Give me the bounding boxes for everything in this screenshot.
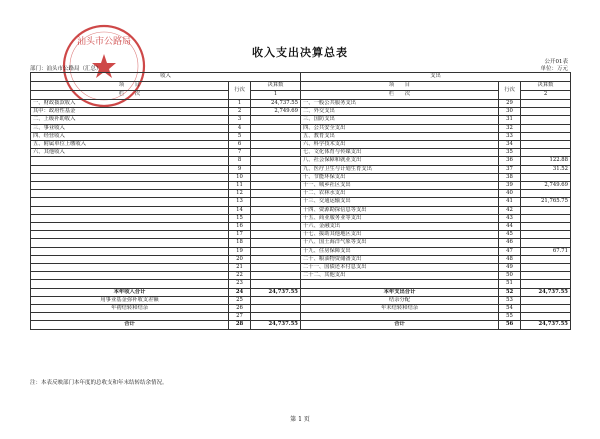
table-row [31,124,571,132]
expense-amount [521,141,571,149]
income-amount [251,182,301,190]
expense-amount: 67.71 [521,247,571,255]
income-item-label: 二、上级补助收入 [31,116,229,124]
income-line-number: 23 [229,280,251,288]
expense-item-label: 十二、农林水支出 [301,190,499,198]
income-line-number: 3 [229,116,251,124]
expense-line-number: 37 [499,165,521,173]
expense-item-label: 十七、援助其他地区支出 [301,231,499,239]
expense-amount [521,313,571,321]
expense-amount: 21,765.75 [521,198,571,206]
expense-amount: 2,749.69 [521,182,571,190]
income-line-number: 16 [229,223,251,231]
expense-amount: 24,737.55 [521,288,571,296]
income-line-number: 4 [229,124,251,132]
expense-line-number: 50 [499,272,521,280]
expense-item-label: 十九、住房保障支出 [301,247,499,255]
income-item-label: 其中：政府性基金 [31,108,229,116]
expense-item-label: 七、文化体育与传媒支出 [301,149,499,157]
expense-line-number: 40 [499,190,521,198]
income-amount [251,173,301,181]
expense-line-number: 32 [499,124,521,132]
expense-col-number: 2 [521,91,571,100]
expense-line-number: 48 [499,255,521,263]
expense-item-label: 九、医疗卫生与计划生育支出 [301,165,499,173]
expense-amount [521,149,571,157]
expense-item-label: 三、国防支出 [301,116,499,124]
income-amount [251,305,301,313]
expense-amount-header: 决算数 [521,82,571,91]
expense-amount [521,305,571,313]
expense-line-number: 39 [499,182,521,190]
income-item-label [31,247,229,255]
income-amount: 24,737.55 [251,100,301,108]
expense-line-number: 45 [499,231,521,239]
income-amount [251,313,301,321]
table-row [31,313,571,321]
form-code: 公开01表 [544,59,568,65]
income-expense-table [30,72,571,330]
expense-item-label: 四、公共安全支出 [301,124,499,132]
report-title: 收入支出决算总表 [252,46,348,59]
expense-line-number: 31 [499,116,521,124]
expense-line-number: 30 [499,108,521,116]
expense-item-label: 八、社会保障和就业支出 [301,157,499,165]
expense-amount [521,124,571,132]
income-item-label [31,223,229,231]
table-row [31,305,571,313]
income-line-number: 7 [229,149,251,157]
table-row [31,206,571,214]
expense-item-label: 二十一、国债还本付息支出 [301,264,499,272]
income-item-label [31,198,229,206]
expense-line-number: 47 [499,247,521,255]
income-line-header: 行次 [229,82,251,100]
expense-item-label: 六、科学技术支出 [301,141,499,149]
expense-item-label: 十六、金融支出 [301,223,499,231]
expense-item-label: 十八、国土海洋气象等支出 [301,239,499,247]
expense-line-number: 49 [499,264,521,272]
income-amount [251,296,301,304]
table-row [31,321,571,329]
table-row [31,149,571,157]
expense-amount [521,132,571,140]
table-row [31,108,571,116]
expense-line-header: 行次 [499,82,521,100]
income-item-label [31,255,229,263]
income-amount [251,157,301,165]
expense-line-number: 29 [499,100,521,108]
expense-line-number: 43 [499,214,521,222]
income-line-number: 17 [229,231,251,239]
expense-col-label: 栏 次 [301,91,499,100]
table-row [31,272,571,280]
income-line-number: 27 [229,313,251,321]
department-label: 部门：汕头市公路局（汇总） [30,66,102,72]
expense-item-label: 十五、商业服务业等支出 [301,214,499,222]
column-header-row [31,82,571,91]
income-item-label: 年初结转和结余 [31,305,229,313]
income-amount [251,239,301,247]
expense-amount [521,296,571,304]
expense-item-label: 一、一般公共服务支出 [301,100,499,108]
income-amount [251,247,301,255]
income-amount [251,124,301,132]
expense-item-label: 结余分配 [301,296,499,304]
income-item-label: 用事业基金弥补收支差额 [31,296,229,304]
expense-line-number: 44 [499,223,521,231]
income-section-header: 收入 [31,73,301,82]
expense-line-number: 56 [499,321,521,329]
expense-item-label: 合计 [301,321,499,329]
expense-item-label: 十四、资源勘探信息等支出 [301,206,499,214]
expense-item-label: 十三、交通运输支出 [301,198,499,206]
income-amount: 2,749.69 [251,108,301,116]
income-item-label [31,173,229,181]
income-line-number: 28 [229,321,251,329]
expense-amount: 24,737.55 [521,321,571,329]
expense-amount: 122.88 [521,157,571,165]
income-line-number: 11 [229,182,251,190]
income-item-label [31,182,229,190]
income-item-label [31,165,229,173]
table-row [31,190,571,198]
income-amount [251,190,301,198]
expense-line-number: 36 [499,157,521,165]
table-row [31,296,571,304]
income-item-label [31,214,229,222]
income-line-number: 8 [229,157,251,165]
expense-line-number: 46 [499,239,521,247]
income-item-label [31,272,229,280]
expense-amount: 31.52 [521,165,571,173]
income-item-label [31,313,229,321]
table-row [31,255,571,263]
income-line-number: 20 [229,255,251,263]
income-amount: 24,737.55 [251,288,301,296]
expense-amount [521,280,571,288]
income-amount [251,280,301,288]
income-line-number: 15 [229,214,251,222]
expense-amount [521,264,571,272]
table-note: 注：本表反映部门本年度的总收支和年末结转结余情况。 [30,380,168,386]
table-row [31,280,571,288]
table-row [31,141,571,149]
income-line-number: 12 [229,190,251,198]
expense-line-number: 42 [499,206,521,214]
income-amount [251,116,301,124]
income-item-label: 本年收入合计 [31,288,229,296]
income-item-label [31,239,229,247]
expense-item-label: 二十二、其他支出 [301,272,499,280]
column-index-row [31,91,571,100]
table-row [31,239,571,247]
expense-item-label [301,313,499,321]
table-row [31,182,571,190]
unit-label: 单位：万元 [540,66,568,72]
income-col-number: 1 [251,91,301,100]
expense-line-number: 52 [499,288,521,296]
income-item-label [31,264,229,272]
table-row [31,100,571,108]
income-line-number: 19 [229,247,251,255]
income-amount [251,149,301,157]
income-line-number: 18 [229,239,251,247]
page-number: 第 1 页 [290,416,310,423]
expense-line-number: 51 [499,280,521,288]
income-amount [251,231,301,239]
income-line-number: 22 [229,272,251,280]
income-item-label: 三、事业收入 [31,124,229,132]
income-line-number: 25 [229,296,251,304]
expense-line-number: 38 [499,173,521,181]
income-line-number: 1 [229,100,251,108]
income-item-label [31,157,229,165]
income-line-number: 5 [229,132,251,140]
expense-amount [521,173,571,181]
expense-amount [521,272,571,280]
section-header-row [31,73,571,82]
income-item-label [31,190,229,198]
expense-item-label [301,280,499,288]
income-amount [251,214,301,222]
income-item-label: 四、经营收入 [31,132,229,140]
table-row [31,288,571,296]
income-item-label: 一、财政拨款收入 [31,100,229,108]
table-row [31,132,571,140]
income-amount [251,255,301,263]
expense-line-number: 35 [499,149,521,157]
income-line-number: 13 [229,198,251,206]
income-amount [251,264,301,272]
expense-line-number: 54 [499,305,521,313]
income-line-number: 14 [229,206,251,214]
expense-item-label: 本年支出合计 [301,288,499,296]
income-line-number: 6 [229,141,251,149]
income-item-header: 项 目 [31,82,229,91]
expense-item-label: 二、外交支出 [301,108,499,116]
expense-item-header: 项 目 [301,82,499,91]
income-item-label [31,206,229,214]
income-line-number: 10 [229,173,251,181]
svg-text:汕头市公路局: 汕头市公路局 [76,37,132,47]
expense-line-number: 34 [499,141,521,149]
table-row [31,247,571,255]
income-line-number: 21 [229,264,251,272]
expense-line-number: 55 [499,313,521,321]
income-item-label: 六、其他收入 [31,149,229,157]
expense-amount [521,255,571,263]
expense-amount [521,190,571,198]
table-row [31,264,571,272]
expense-amount [521,206,571,214]
income-amount [251,165,301,173]
expense-line-number: 41 [499,198,521,206]
income-item-label [31,231,229,239]
table-row [31,223,571,231]
table-row [31,231,571,239]
income-line-number: 2 [229,108,251,116]
expense-line-number: 53 [499,296,521,304]
income-amount [251,132,301,140]
expense-section-header: 支出 [301,73,571,82]
expense-line-number: 33 [499,132,521,140]
income-amount [251,206,301,214]
expense-item-label: 十、节能环保支出 [301,173,499,181]
income-amount [251,223,301,231]
expense-item-label: 五、教育支出 [301,132,499,140]
income-amount [251,272,301,280]
table-row [31,116,571,124]
expense-amount [521,231,571,239]
income-item-label [31,280,229,288]
income-amount [251,141,301,149]
table-row [31,157,571,165]
expense-amount [521,116,571,124]
expense-item-label: 年末结转和结余 [301,305,499,313]
expense-amount [521,108,571,116]
table-row [31,214,571,222]
income-line-number: 9 [229,165,251,173]
table-row [31,198,571,206]
income-item-label: 五、附属单位上缴收入 [31,141,229,149]
income-line-number: 24 [229,288,251,296]
expense-amount [521,239,571,247]
expense-item-label: 十一、城乡社区支出 [301,182,499,190]
income-item-label: 合计 [31,321,229,329]
expense-amount [521,100,571,108]
expense-amount [521,214,571,222]
table-row [31,173,571,181]
income-line-number: 26 [229,305,251,313]
income-amount-header: 决算数 [251,82,301,91]
expense-item-label: 二十、粮油物资储备支出 [301,255,499,263]
income-amount [251,198,301,206]
expense-amount [521,223,571,231]
income-amount: 24,737.55 [251,321,301,329]
income-col-label: 栏 次 [31,91,229,100]
table-row [31,165,571,173]
